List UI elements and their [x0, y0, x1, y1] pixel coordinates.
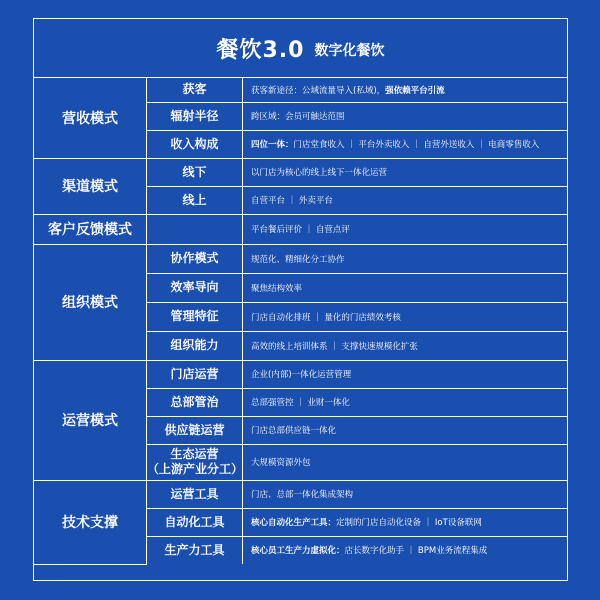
sub-item-label: 管理特征	[147, 302, 243, 331]
sub-item-label: 供应链运营	[147, 416, 243, 444]
page-subtitle: 数字化餐饮	[314, 43, 385, 59]
description-cell	[243, 158, 568, 186]
description-text: 企业(内部)一体化运营管理	[251, 370, 352, 380]
description-cell	[243, 78, 568, 102]
sub-item-label: 收入构成	[147, 130, 243, 158]
description-text: 门店自动化排班 ｜ 量化的门店绩效考核	[251, 312, 401, 323]
description-highlight: 四位一体：	[251, 140, 294, 150]
description-cell	[243, 416, 568, 444]
description-text: 跨区域：会员可触达范围	[251, 112, 345, 122]
sub-item-label: 线下	[147, 158, 243, 186]
description-text: 总部强管控 ｜ 业财一体化	[251, 398, 350, 408]
section-mode-label: 组织模式	[34, 244, 147, 360]
description-text: 高效的线上培训体系 ｜ 支撑快速规模化扩张	[251, 341, 418, 352]
description-text: 规范化、精细化分工协作	[251, 254, 345, 265]
description-cell	[243, 360, 568, 388]
table-row	[34, 360, 567, 388]
model-table	[34, 78, 567, 565]
description-text: 大规模资源外包	[251, 458, 311, 468]
sub-item-label: 获客	[147, 78, 243, 102]
description-cell	[243, 444, 568, 480]
description-text: 获客新途径：公域流量导入(私域)，	[251, 85, 386, 96]
description-text: 定制的门店自动化设备 ｜ IoT设备联网	[336, 518, 482, 528]
description-cell	[243, 331, 568, 360]
description-cell	[243, 186, 568, 214]
sub-item-label: 辐射半径	[147, 102, 243, 130]
section-mode-label: 技术支撑	[34, 480, 147, 564]
section-mode-label: 运营模式	[34, 360, 147, 480]
description-cell	[243, 102, 568, 130]
sub-item-label: 总部管治	[147, 388, 243, 416]
sub-item-label: 运营工具	[147, 480, 243, 508]
table-row	[34, 480, 567, 508]
description-text: 平台餐后评价 ｜ 自营点评	[251, 225, 350, 235]
description-text: 聚焦结构效率	[251, 283, 303, 294]
description-text: 店长数字化助手 ｜ BPM业务流程集成	[344, 546, 488, 557]
sub-item-label	[147, 214, 243, 244]
description-highlight: 核心自动化生产工具：	[251, 518, 337, 528]
page-title: 餐饮3.0	[216, 37, 305, 63]
description-cell	[243, 302, 568, 331]
table-row	[34, 158, 567, 186]
description-highlight: 核心员工生产力虚拟化：	[251, 546, 345, 557]
section-mode-label: 渠道模式	[34, 158, 147, 214]
table-row	[34, 214, 567, 244]
description-cell	[243, 508, 568, 536]
description-text: 门店堂食收入 ｜ 平台外卖收入 ｜ 自营外送收入 ｜ 电商零售收入	[293, 140, 540, 150]
description-cell	[243, 214, 568, 244]
sub-item-label: 生产力工具	[147, 536, 243, 564]
sub-item-label: 门店运营	[147, 360, 243, 388]
description-text: 门店总部供应链一体化	[251, 426, 337, 436]
table-row	[34, 244, 567, 273]
description-cell	[243, 388, 568, 416]
description-cell	[243, 244, 568, 273]
description-text: 门店、总部一体化集成架构	[251, 490, 354, 500]
description-cell	[243, 480, 568, 508]
section-mode-label: 客户反馈模式	[34, 214, 147, 244]
table-row	[34, 78, 567, 102]
description-cell	[243, 273, 568, 302]
sub-item-label: 效率导向	[147, 273, 243, 302]
sub-item-label: 生态运营 （上游产业分工）	[147, 444, 243, 480]
sub-item-label: 自动化工具	[147, 508, 243, 536]
description-cell	[243, 536, 568, 564]
description-text: 自营平台 ｜ 外卖平台	[251, 196, 333, 206]
sub-item-label: 线上	[147, 186, 243, 214]
description-text: 以门店为核心的线上线下一体化运营	[251, 168, 388, 178]
title-bar	[34, 19, 567, 78]
description-highlight: 强依赖平台引流	[385, 85, 445, 96]
description-cell	[243, 130, 568, 158]
section-mode-label: 营收模式	[34, 78, 147, 158]
matrix-frame	[33, 18, 568, 581]
sub-item-label: 协作模式	[147, 244, 243, 273]
sub-item-label: 组织能力	[147, 331, 243, 360]
